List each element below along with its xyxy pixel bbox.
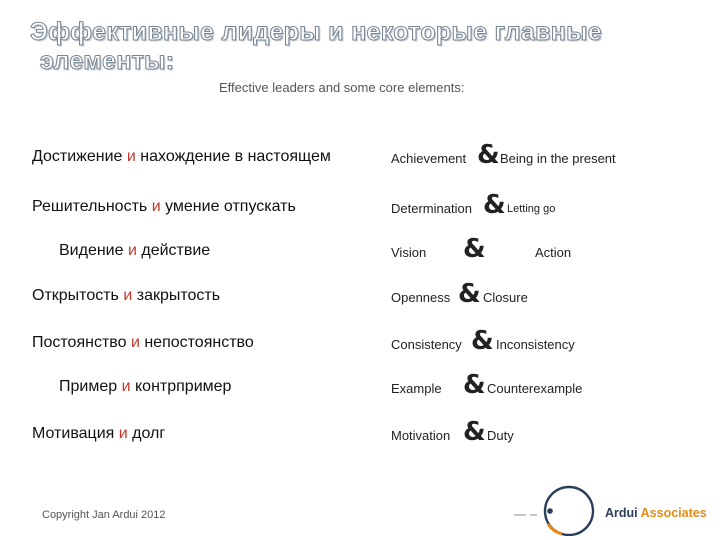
ampersand: & <box>458 279 481 309</box>
title-line-2: элементы: <box>40 47 175 75</box>
ru-pair <box>32 425 165 443</box>
ampersand: & <box>471 326 494 356</box>
en-term-b: Being in the present <box>500 151 616 166</box>
pair-row <box>0 234 720 272</box>
ru-conjunction: и <box>118 425 128 442</box>
pair-row <box>0 417 720 455</box>
ru-conjunction: и <box>127 242 137 259</box>
ru-pair <box>59 378 231 396</box>
ru-term-b: нахождение в настоящем <box>140 148 331 165</box>
slide-title <box>30 18 630 76</box>
en-term-a: Example <box>391 381 442 396</box>
en-term-a: Openness <box>391 290 451 305</box>
ru-term-b: умение отпускать <box>165 198 296 215</box>
en-term-a: Consistency <box>391 337 462 352</box>
company-name-secondary: Associates <box>640 506 707 520</box>
ampersand: & <box>463 417 486 447</box>
ampersand: & <box>463 370 486 400</box>
ru-term-b: контрпример <box>134 378 232 395</box>
ampersand: & <box>463 234 486 264</box>
en-term-a: Achievement <box>391 151 467 166</box>
ru-term-b: долг <box>132 425 166 442</box>
ru-term-a: Мотивация <box>32 425 115 442</box>
ru-conjunction: и <box>121 378 131 395</box>
en-term-b: Counterexample <box>487 381 583 396</box>
ampersand: & <box>483 190 506 220</box>
ru-conjunction: и <box>126 148 136 165</box>
pair-row <box>0 370 720 408</box>
ru-conjunction: и <box>123 287 133 304</box>
company-name <box>605 506 707 520</box>
en-term-b: Duty <box>487 428 514 443</box>
ru-pair <box>32 287 220 305</box>
en-term-b: Closure <box>483 290 528 305</box>
company-name-primary: Ardui <box>605 506 638 520</box>
ru-pair <box>32 198 296 216</box>
ru-term-b: непостоянство <box>144 334 254 351</box>
ru-term-a: Открытость <box>32 287 119 304</box>
en-term-b: Inconsistency <box>496 337 575 352</box>
pair-row <box>0 326 720 364</box>
ru-pair <box>32 334 254 352</box>
pair-row <box>0 140 720 178</box>
pair-row <box>0 190 720 228</box>
ru-term-a: Постоянство <box>32 334 127 351</box>
ru-pair <box>59 242 210 260</box>
ru-conjunction: и <box>130 334 140 351</box>
ru-term-a: Пример <box>59 378 118 395</box>
en-term-a: Vision <box>391 245 427 260</box>
ru-term-a: Достижение <box>32 148 123 165</box>
en-term-a: Determination <box>391 201 472 216</box>
ru-term-a: Видение <box>59 242 124 259</box>
ampersand: & <box>477 140 500 170</box>
pair-row <box>0 279 720 317</box>
title-line-1: Эффективные лидеры и некоторые главные <box>30 18 602 46</box>
slide-subtitle: Effective leaders and some core elements: <box>219 80 465 95</box>
en-term-b: Action <box>535 245 572 260</box>
ru-conjunction: и <box>151 198 161 215</box>
ru-term-b: закрытость <box>136 287 221 304</box>
ru-term-b: действие <box>141 242 211 259</box>
copyright-text: Copyright Jan Ardui 2012 <box>42 509 166 521</box>
en-term-a: Motivation <box>391 428 451 443</box>
ru-term-a: Решительность <box>32 198 148 215</box>
ru-pair <box>32 148 331 166</box>
en-term-b: Letting go <box>507 203 556 215</box>
